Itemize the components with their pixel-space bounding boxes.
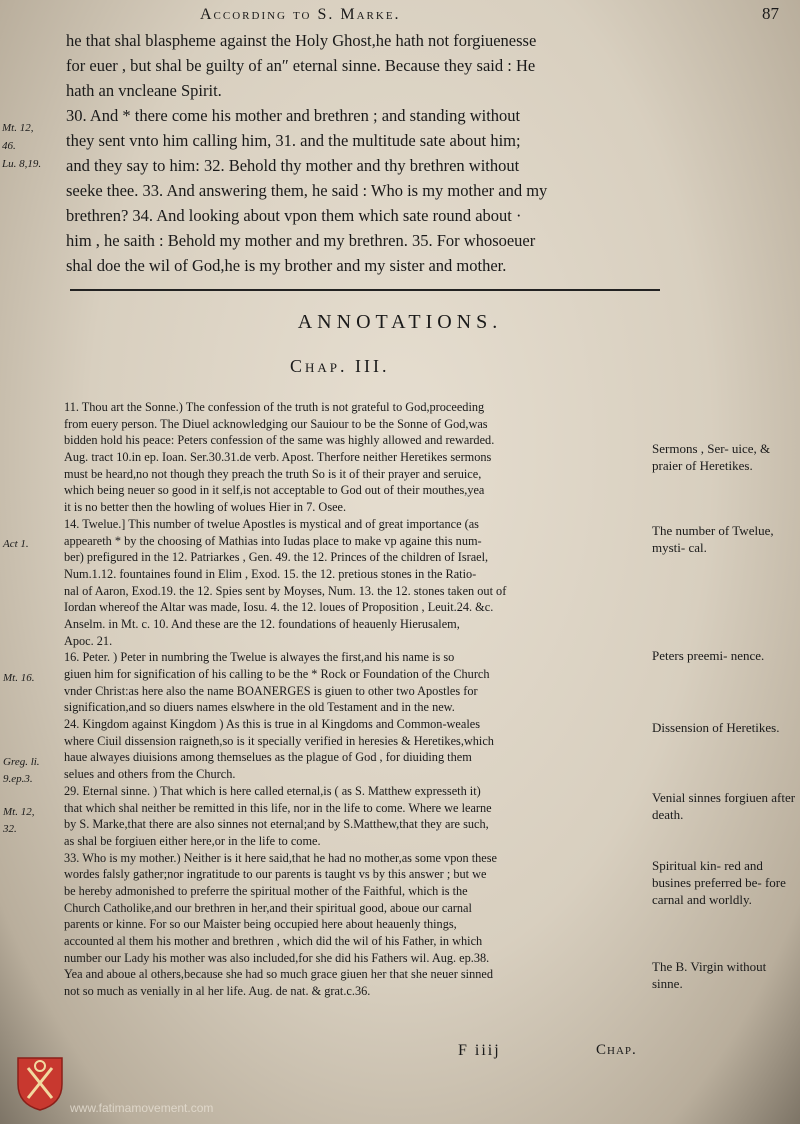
annotation-line: Num.1.12. fountaines found in Elim , Exod. 15. the 12. pretious stones in the Ratio- — [64, 566, 477, 581]
gospel-line: 30. And * there come his mother and brethren ; and standing without — [66, 106, 521, 125]
annotation-line: it is no better then the howling of wolues Hier in 7. Osee. — [64, 500, 347, 515]
annotation-line: Apoc. 21. — [64, 633, 113, 648]
running-header — [0, 4, 800, 30]
annotation-line: 24. Kingdom against Kingdom ) As this is true in al Kingdoms and Common-weales — [64, 717, 481, 732]
chapter-title: Chap. III. — [290, 356, 390, 376]
margin-reference: 9.ep.3. — [3, 773, 33, 785]
website-watermark[interactable]: www.fatimamovement.com — [70, 1101, 214, 1115]
annotation-line: appeareth * by the choosing of Mathias into Iudas place to make vp againe this num- — [64, 533, 482, 548]
gospel-line: brethren? 34. And looking about vpon them which sate round about · — [66, 206, 522, 225]
annotations-body — [64, 399, 654, 1000]
margin-gloss: Peters preemi- nence. — [652, 648, 765, 663]
annotation-line: 14. Twelue.] This number of twelue Apostles is mystical and of great importance (as — [64, 516, 479, 531]
annotations-title: ANNOTATIONS. — [297, 311, 503, 333]
annotation-line: wordes falsly gather;nor ingratitude to our parents is taught vs by this answer ; but we — [64, 867, 487, 882]
gospel-line: they sent vnto him calling him, 31. and the multitude sate about him; — [66, 131, 521, 150]
annotation-line: Aug. tract 10.in ep. Ioan. Ser.30.31.de verb. Apost. Therfore neither Heretikes sermons — [64, 450, 492, 465]
crest-logo-icon — [14, 1054, 66, 1112]
header-title: According to S. Marke. — [200, 6, 401, 23]
annotation-line: number our Lady his mother was also included,for she did his Fathers wil. Aug. ep.38. — [64, 950, 490, 965]
annotation-line: signification,and so diuers names elswhere in the old Testament and in the new. — [64, 700, 455, 715]
annotation-line: where Ciuil dissension raigneth,so is it specially verified in heresies & Heretikes,which — [64, 733, 494, 748]
gospel-margin-ref: Lu. 8,19. — [2, 158, 42, 170]
catchword: Chap. — [596, 1042, 637, 1058]
gospel-line: he that shal blaspheme against the Holy Ghost,he hath not forgiuenesse — [66, 31, 537, 50]
margin-gloss: Spiritual kin- red and busines preferred be- fore carnal and worldly. — [652, 858, 786, 907]
annotation-line: not so much as venially in al her life. Aug. de nat. & grat.c.36. — [64, 984, 371, 999]
annotation-line: Iordan whereof the Altar was made, Iosu. 4. the 12. loues of Proposition , Leuit.24. &c. — [64, 600, 494, 615]
page-number: 87 — [762, 4, 779, 23]
signature-mark: F iiij — [458, 1042, 501, 1059]
annotation-line: be hereby admonished to preferre the spiritual mother of the Faithful, which is the — [64, 883, 468, 898]
annotation-line: 29. Eternal sinne. ) That which is here called eternal,is ( as S. Matthew expresseth it) — [64, 783, 481, 798]
gospel-line: hath an vncleane Spirit. — [66, 81, 222, 100]
annotation-line: accounted al them his mother and brethren , which did the wil of his Father, in which — [64, 934, 483, 948]
margin-reference: Mt. 12, — [3, 806, 35, 818]
annotation-line: 16. Peter. ) Peter in numbring the Twelue is alwayes the first,and his name is so — [64, 650, 455, 665]
annotation-line: Anselm. in Mt. c. 10. And these are the 12. foundations of heauenly Hierusalem, — [64, 616, 460, 631]
annotation-line: nal of Aaron, Exod.19. the 12. Spies sent by Moyses, Num. 13. the 12. stones taken out of — [64, 583, 507, 598]
annotation-line: giuen him for signification of his calling to be the * Rock or Foundation of the Church — [64, 667, 490, 681]
margin-reference: Act 1. — [3, 538, 29, 550]
annotation-line: that which shal neither be remitted in this life, nor in the life to come. Where we learne — [64, 800, 492, 815]
gospel-margin-ref: 46. — [2, 140, 16, 152]
annotation-line: selues and others from the Church. — [64, 767, 236, 782]
annotation-line: 33. Who is my mother.) Neither is it here said,that he had no mother,as some vpon these — [64, 850, 497, 865]
annotation-line: bidden hold his peace: Peters confession of the same was highly allowed and rewarded. — [64, 433, 495, 448]
gospel-line: seeke thee. 33. And answering them, he said : Who is my mother and my — [66, 181, 548, 200]
margin-gloss: Dissension of Heretikes. — [652, 720, 780, 735]
gospel-line: shal doe the wil of God,he is my brother and my sister and mother. — [66, 256, 507, 275]
annotation-line: from euery person. The Diuel acknowledging our Sauiour to be the Sonne of God,was — [64, 416, 488, 431]
gospel-margin-ref: Mt. 12, — [2, 122, 34, 134]
annotation-line: which being neuer so good in it self,is not acceptable to God out of their mouthes,yea — [64, 483, 485, 498]
gospel-text — [66, 28, 666, 278]
annotation-line: vnder Christ:as here also the name BOANERGES is giuen to other two Apostles for — [64, 683, 478, 698]
annotation-line: must be heard,no not though they preach the truth So is it of their prayer and seruice, — [64, 466, 482, 481]
gospel-line: for euer , but shal be guilty of an″ eternal sinne. Because they said : He — [66, 56, 536, 75]
annotation-line: Yea and aboue al others,because she had so much grace giuen her that she neuer sinned — [64, 967, 493, 982]
annotation-line: Church Catholike,and our brethren in her,and their spiritual good, aboue our carnal — [64, 900, 472, 915]
annotation-line: haue alwayes diuisions among themselues as the plague of God , for diuiding them — [64, 750, 472, 765]
annotation-line: 11. Thou art the Sonne.) The confession of the truth is not grateful to God,proceeding — [64, 400, 485, 414]
annotation-line: by S. Marke,that there are also sinnes not eternal;and by S.Matthew,that they are such, — [64, 817, 489, 832]
margin-gloss: The B. Virgin without sinne. — [652, 959, 767, 991]
annotation-line: parents or kinne. For so our Maister being occupied here about heauenly things, — [64, 917, 457, 932]
margin-gloss: The number of Twelue, mysti- cal. — [652, 523, 774, 555]
margin-reference: Mt. 16. — [3, 672, 35, 684]
gospel-line: him , he saith : Behold my mother and my brethren. 35. For whosoeuer — [66, 231, 536, 250]
gospel-line: and they say to him: 32. Behold thy mother and thy brethren without — [66, 156, 520, 175]
section-divider — [70, 289, 660, 291]
margin-gloss: Sermons , Ser- uice, & praier of Heretikes. — [652, 441, 771, 473]
annotation-line: as shal be forgiuen either here,or in the life to come. — [64, 833, 321, 848]
margin-reference: Greg. li. — [3, 756, 40, 768]
margin-reference: 32. — [3, 823, 17, 835]
annotation-line: ber) prefigured in the 12. Patriarkes , Gen. 49. the 12. Princes of the children of Israel, — [64, 550, 489, 565]
margin-gloss: Venial sinnes forgiuen after death. — [652, 790, 796, 822]
